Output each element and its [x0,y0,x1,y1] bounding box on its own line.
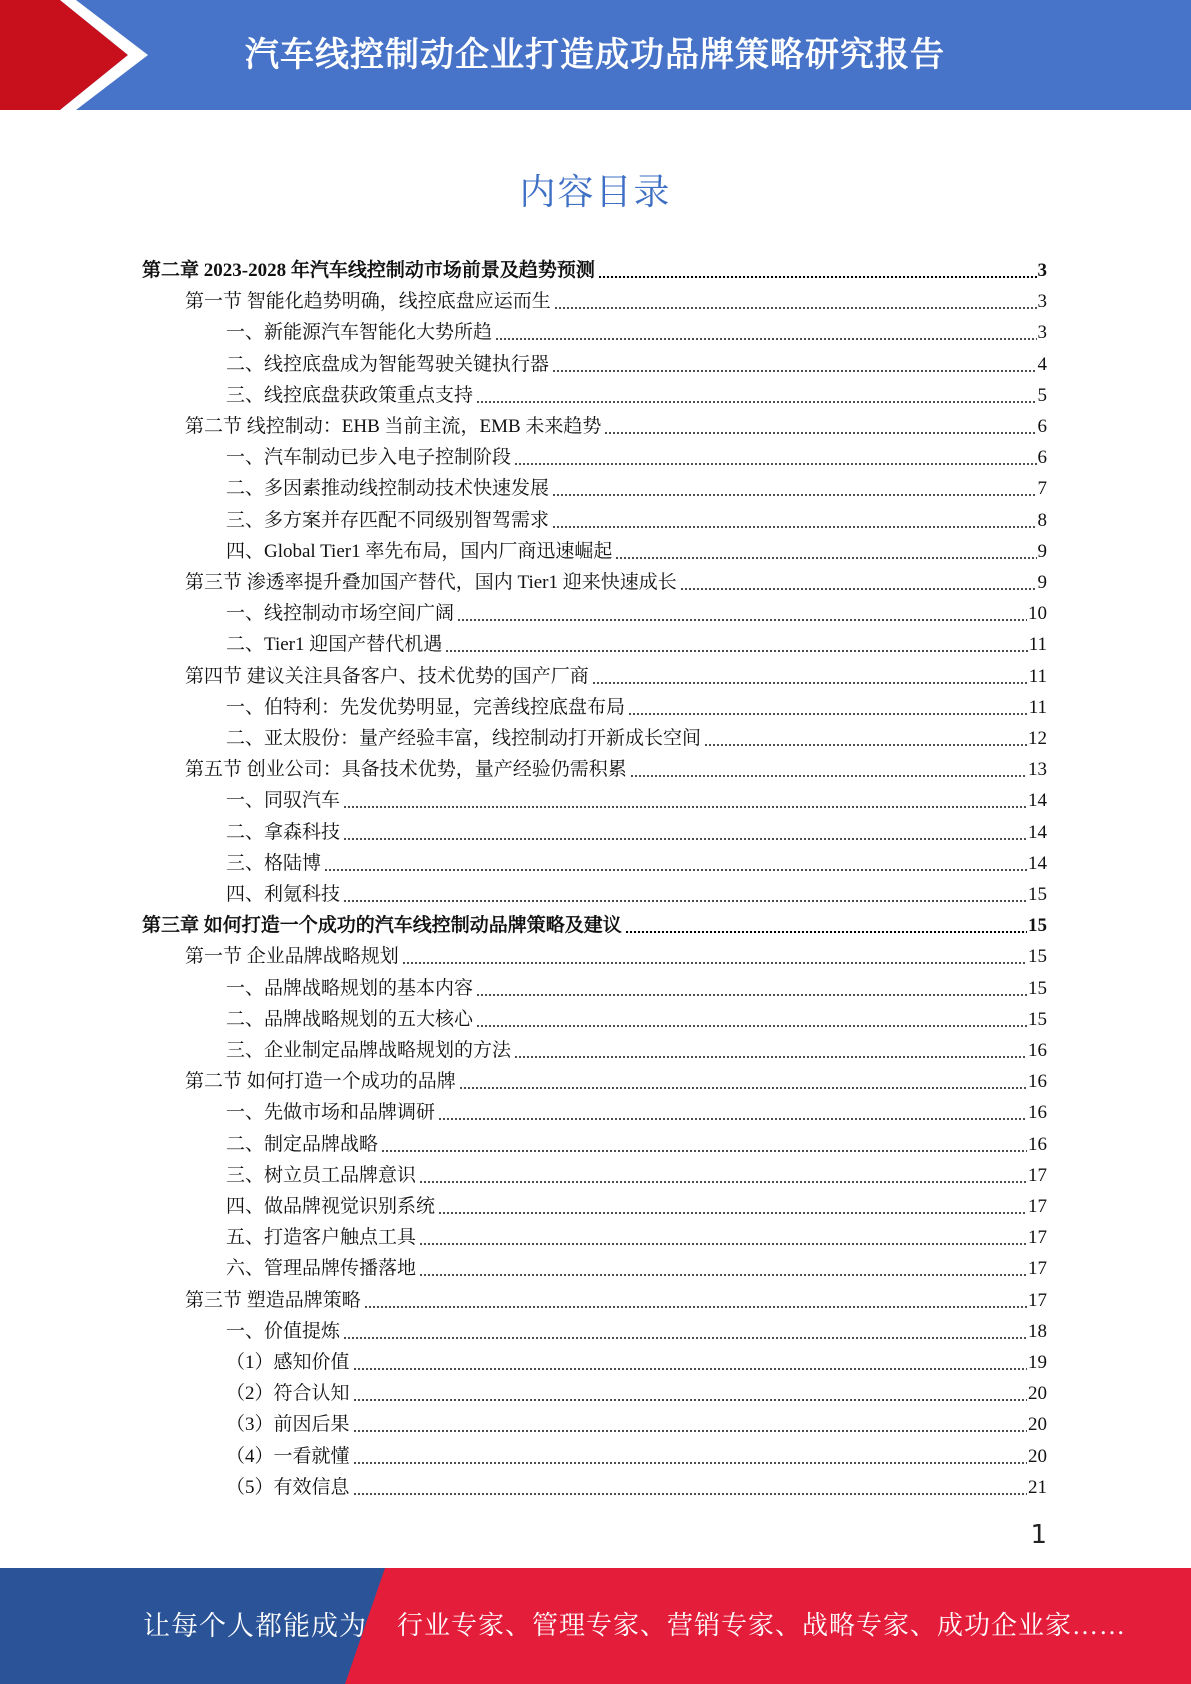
toc-entry-page: 20 [1028,1383,1047,1405]
toc-entry-label: 三、多方案并存匹配不同级别智驾需求 [226,509,550,531]
toc-entry-label: （1）感知价值 [226,1352,350,1373]
toc-entry[interactable] [226,470,1047,501]
toc-leader-dots [343,838,1027,840]
toc-entry-page: 6 [1037,416,1047,437]
toc-leader-dots [353,1368,1027,1370]
toc-entry-label: （4）一看就懂 [226,1445,350,1467]
toc-leader-dots [592,682,1028,684]
toc-entry-page: 19 [1028,1352,1047,1373]
toc-title: 内容目录 [519,172,672,213]
toc-leader-dots [604,432,1036,434]
toc-entry[interactable] [226,595,1047,626]
toc-entry[interactable] [226,1188,1047,1219]
toc-entry-label: 一、同驭汽车 [226,790,341,812]
toc-entry-label: 第二节 如何打造一个成功的品牌 [185,1071,456,1093]
toc-entry[interactable] [226,1438,1047,1469]
toc-entry[interactable] [185,1282,1047,1313]
toc-entry-page: 15 [1028,884,1047,905]
toc-entry-page: 3 [1037,322,1047,344]
toc-entry[interactable] [226,314,1047,345]
toc-entry-label: 一、汽车制动已步入电子控制阶段 [226,447,512,469]
toc-leader-dots [353,1462,1027,1464]
toc-entry-label: 二、Tier1 迎国产替代机遇 [226,634,443,656]
toc-entry-page: 11 [1028,634,1047,656]
toc-entry[interactable] [226,346,1047,377]
toc-leader-dots [680,588,1037,590]
toc-entry-label: 二、亚太股份：量产经验丰富，线控制动打开新成长空间 [226,728,702,749]
toc-entry[interactable] [226,1219,1047,1250]
toc-leader-dots [495,338,1036,340]
toc-entry-page: 9 [1037,572,1047,593]
toc-leader-dots [438,1118,1027,1120]
toc-entry-page: 7 [1037,478,1047,500]
toc-entry[interactable] [142,252,1047,283]
toc-entry-label: 三、线控底盘获政策重点支持 [226,384,474,406]
toc-entry[interactable] [226,533,1047,564]
toc-entry[interactable] [226,1032,1047,1063]
toc-entry[interactable] [226,1469,1047,1500]
toc-entry[interactable] [185,658,1047,689]
toc-leader-dots [630,775,1027,777]
toc-entry-page: 10 [1028,603,1047,625]
toc-entry[interactable] [226,502,1047,533]
toc-leader-dots [353,1493,1027,1495]
toc-entry-page: 15 [1028,1008,1047,1030]
toc-entry-label: 四、Global Tier1 率先布局，国内厂商迅速崛起 [226,540,613,562]
toc-leader-dots [457,619,1027,621]
toc-entry-label: 第五节 创业公司：具备技术优势，量产经验仍需积累 [185,759,627,781]
toc-leader-dots [343,900,1027,902]
toc-entry-page: 20 [1028,1445,1047,1467]
toc-entry[interactable] [226,720,1047,751]
toc-entry-page: 14 [1028,790,1047,812]
toc-entry-page: 15 [1028,977,1047,999]
toc-leader-dots [402,962,1027,964]
toc-entry-page: 12 [1028,728,1047,749]
toc-entry-label: 三、格陆博 [226,852,322,874]
toc-entry-label: 第一节 智能化趋势明确，线控底盘应运而生 [185,291,551,313]
toc-entry-label: （5）有效信息 [226,1476,350,1498]
toc-entry-page: 3 [1037,260,1047,281]
toc-entry-label: 第二章 2023-2028 年汽车线控制动市场前景及趋势预测 [142,260,595,281]
toc-entry-label: 第二节 线控制动：EHB 当前主流，EMB 未来趋势 [185,416,602,437]
toc-entry-page: 11 [1028,665,1047,687]
toc-entry[interactable] [226,1313,1047,1344]
toc-entry[interactable] [226,1406,1047,1437]
toc-leader-dots [419,1243,1027,1245]
toc-entry[interactable] [226,1094,1047,1125]
toc-entry-label: 二、制定品牌战略 [226,1133,379,1155]
toc-leader-dots [554,307,1037,309]
toc-leader-dots [598,276,1037,278]
toc-entry-page: 6 [1037,447,1047,469]
toc-entry[interactable] [226,970,1047,1001]
toc-leader-dots [364,1306,1027,1308]
toc-entry-page: 9 [1037,540,1047,562]
toc-leader-dots [552,526,1036,528]
toc-leader-dots [625,931,1027,933]
toc-leader-dots [552,494,1036,496]
toc-entry-label: 五、打造客户触点工具 [226,1227,417,1249]
toc-entry[interactable] [226,1001,1047,1032]
toc-entry-label: 六、管理品牌传播落地 [226,1258,417,1280]
toc-entry-label: 一、线控制动市场空间广阔 [226,603,455,625]
toc-entry-page: 15 [1028,915,1047,937]
toc-leader-dots [343,1337,1027,1339]
toc-leader-dots [343,806,1027,808]
toc-entry-label: 第四节 建议关注具备客户、技术优势的国产厂商 [185,665,589,687]
toc-leader-dots [419,1274,1027,1276]
toc-entry-label: 二、拿森科技 [226,821,341,843]
toc-entry-page: 18 [1028,1320,1047,1342]
toc-entry-label: 二、品牌战略规划的五大核心 [226,1008,474,1030]
toc-leader-dots [459,1087,1027,1089]
toc-leader-dots [552,370,1036,372]
toc-entry-label: 三、树立员工品牌意识 [226,1164,417,1186]
toc-entry-page: 17 [1028,1196,1047,1217]
toc-entry-label: 二、多因素推动线控制动技术快速发展 [226,478,550,500]
toc-leader-dots [324,869,1027,871]
toc-entry-page: 3 [1037,291,1047,313]
toc-entry-page: 17 [1028,1258,1047,1280]
toc-entry-page: 4 [1037,353,1047,375]
toc-leader-dots [704,744,1027,746]
header-chevron-icon [0,0,160,110]
toc-entry-label: 四、利氪科技 [226,884,341,905]
toc-entry-label: 一、伯特利：先发优势明显，完善线控底盘布局 [226,696,626,718]
footer-slogan-left: 让每个人都能成为 [143,1611,367,1641]
toc-entry[interactable] [226,689,1047,720]
toc-entry[interactable] [226,876,1047,907]
toc-leader-dots [514,463,1036,465]
toc-entry-label: 第三节 渗透率提升叠加国产替代，国内 Tier1 迎来快速成长 [185,572,677,593]
toc-entry-page: 15 [1028,946,1047,968]
toc-entry[interactable] [226,1157,1047,1188]
toc-leader-dots [514,1056,1027,1058]
toc-entry-label: 三、企业制定品牌战略规划的方法 [226,1040,512,1061]
toc-entry-page: 17 [1028,1289,1047,1311]
toc-leader-dots [476,994,1027,996]
toc-leader-dots [419,1181,1027,1183]
toc-entry-page: 5 [1037,384,1047,406]
page-number: 1 [1030,1520,1047,1550]
toc-entry[interactable] [226,377,1047,408]
toc-entry[interactable] [226,814,1047,845]
toc-entry[interactable] [185,283,1047,314]
report-title: 汽车线控制动企业打造成功品牌策略研究报告 [245,35,945,75]
toc-leader-dots [628,713,1028,715]
toc-entry-page: 11 [1028,696,1047,718]
toc-entry-page: 14 [1028,852,1047,874]
toc-entry[interactable] [142,907,1047,938]
toc-entry[interactable] [185,408,1047,439]
toc-entry-label: 一、品牌战略规划的基本内容 [226,977,474,999]
toc-entry[interactable] [226,1250,1047,1281]
footer-slogan-right: 行业专家、管理专家、营销专家、战略专家、成功企业家…… [397,1611,1127,1640]
toc-entry-page: 14 [1028,821,1047,843]
toc-leader-dots [615,557,1036,559]
toc-entry-label: 一、价值提炼 [226,1320,341,1342]
toc-entry[interactable] [226,845,1047,876]
toc-entry-page: 16 [1028,1071,1047,1093]
toc-entry-label: （3）前因后果 [226,1414,350,1436]
toc-entry-page: 16 [1028,1102,1047,1124]
toc-entry-page: 13 [1028,759,1047,781]
toc-leader-dots [476,1025,1027,1027]
toc-entry-label: 第三节 塑造品牌策略 [185,1289,361,1311]
toc-leader-dots [476,401,1036,403]
toc-entry[interactable] [185,564,1047,595]
toc-entry[interactable] [185,751,1047,782]
toc-entry[interactable] [226,782,1047,813]
toc-leader-dots [445,650,1027,652]
toc-entry[interactable] [226,1375,1047,1406]
toc-entry-label: 第一节 企业品牌战略规划 [185,946,399,968]
toc-entry-page: 16 [1028,1040,1047,1061]
toc-entry[interactable] [185,938,1047,969]
toc-leader-dots [353,1430,1027,1432]
toc-entry-page: 16 [1028,1133,1047,1155]
toc-entry-label: 四、做品牌视觉识别系统 [226,1196,436,1217]
toc-entry-label: 第三章 如何打造一个成功的汽车线控制动品牌策略及建议 [142,915,622,937]
toc-entry[interactable] [226,1344,1047,1375]
toc-entry-page: 17 [1028,1164,1047,1186]
page-footer [0,1568,1191,1684]
toc-entry-page: 17 [1028,1227,1047,1249]
toc-entry[interactable] [226,439,1047,470]
toc-entry[interactable] [226,626,1047,657]
report-header [0,0,1191,110]
toc-leader-dots [353,1399,1027,1401]
toc-entry-label: 一、新能源汽车智能化大势所趋 [226,322,493,344]
toc-entry-label: （2）符合认知 [226,1383,350,1405]
toc-leader-dots [438,1212,1027,1214]
toc-entry-label: 一、先做市场和品牌调研 [226,1102,436,1124]
toc-entry-page: 20 [1028,1414,1047,1436]
toc-entry-page: 8 [1037,509,1047,531]
toc-leader-dots [381,1150,1027,1152]
toc-entry[interactable] [185,1063,1047,1094]
toc-entry-label: 二、线控底盘成为智能驾驶关键执行器 [226,353,550,375]
toc-entry[interactable] [226,1126,1047,1157]
toc-entry-page: 21 [1028,1476,1047,1498]
